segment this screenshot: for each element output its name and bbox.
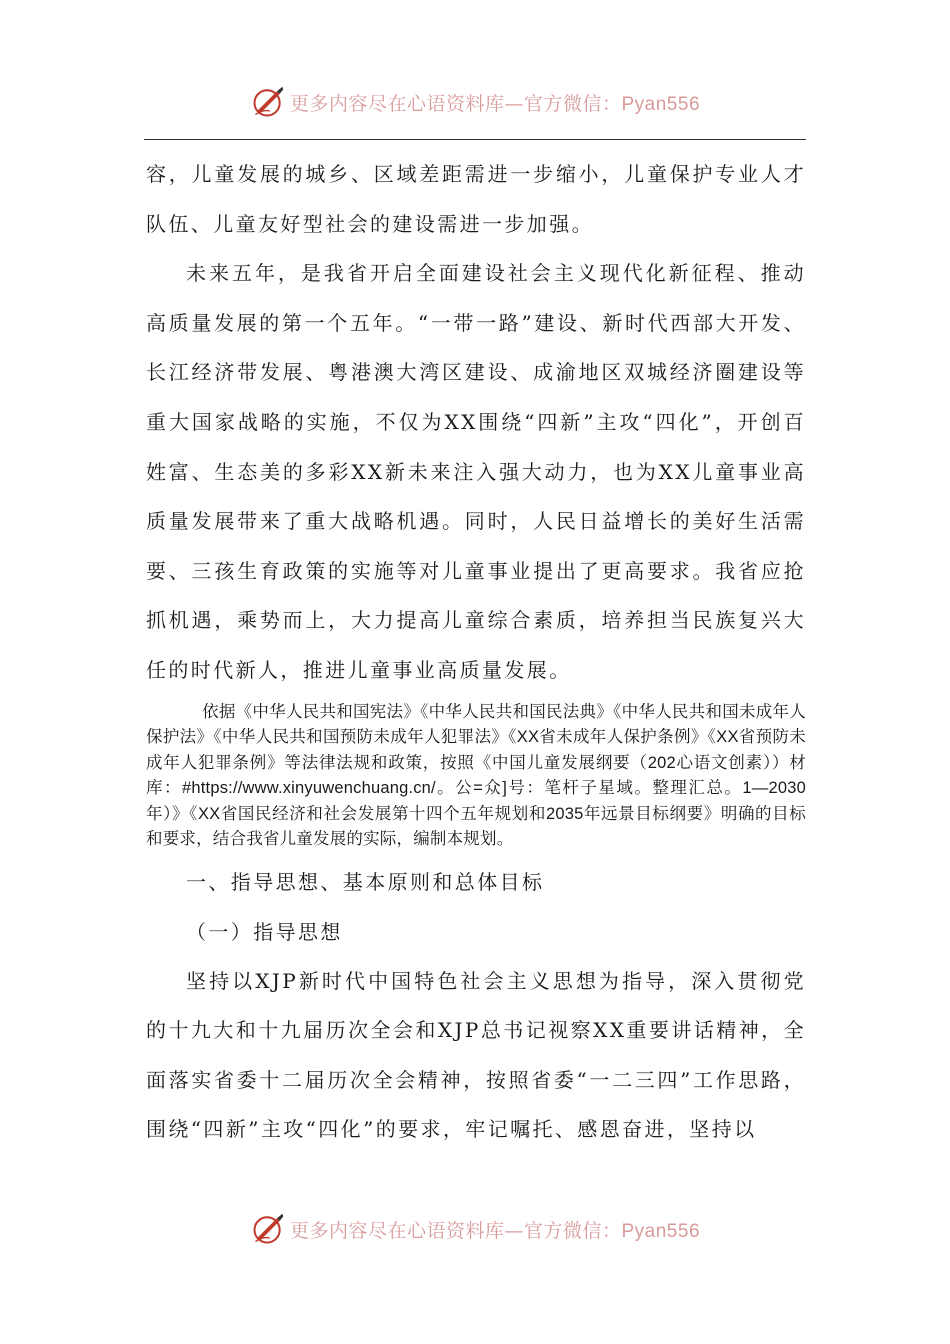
paragraph-1: 容，儿童发展的城乡、区域差距需进一步缩小，儿童保护专业人才队伍、儿童友好型社会的建设需进一步加强。 (146, 162, 806, 236)
paragraph-4: 坚持以XJP新时代中国特色社会主义思想为指导，深入贯彻党的十九大和十九届历次全会和XJP总书记视察XX重要讲话精神，全面落实省委十二届历次全会精神，按照省委“一二三四”工作思路，围绕“四新”主攻“四化”的要求，牢记嘱托、感恩奋进，坚持以 (146, 968, 806, 1142)
banner-account: Pyan556 (621, 93, 701, 115)
banner-text (290, 1216, 700, 1243)
pen-logo-icon (250, 84, 286, 120)
paragraph-2: 未来五年，是我省开启全面建设社会主义现代化新征程、推动高质量发展的第一个五年。“一带一路”建设、新时代西部大开发、长江经济带发展、粤港澳大湾区建设、成渝地区双城经济圈建设等重大国家战略的实施，不仅为XX围绕“四新”主攻“四化”，开创百姓富、生态美的多彩XX新未来注入强大动力，也为XX儿童事业高质量发展带来了重大战略机遇。同时，人民日益增长的美好生活需要、三孩生育政策的实施等对儿童事业提出了更高要求。我省应抢抓机遇，乘势而上，大力提高儿童综合素质，培养担当民族复兴大任的时代新人，推进儿童事业高质量发展。 (146, 261, 806, 682)
banner-dash: — (504, 92, 524, 115)
footer-banner (0, 1209, 950, 1249)
paragraph-3: 依据《中华人民共和国宪法》《中华人民共和国民法典》《中华人民共和国未成年人保护法》《中华人民共和国预防未成年人犯罪法》《XX省未成年人保护条例》《XX省预防未成年人犯罪条例》等法律法规和政策，按照《中国儿童发展纲要（202心语文创素））材库：#https://www.xinyuwenchuang.cn/。公=众]号：笔杆子星域。整理汇总。1—2030年）》《XX省国民经济和社会发展第十四个五年规划和2035年远景目标纲要》明确的目标和要求，结合我省儿童发展的实际，编制本规划。 (146, 702, 806, 849)
header-rule (144, 139, 806, 140)
banner-official-text: 官方微信： (523, 92, 622, 115)
section-heading-2: （一）指导思想 (186, 919, 343, 944)
section-heading-1: 一、指导思想、基本原则和总体目标 (186, 869, 545, 894)
banner-account: Pyan556 (621, 1220, 701, 1242)
banner-main-text: 更多内容尽在心语资料库 (289, 1219, 505, 1242)
pen-logo-icon (250, 1211, 286, 1247)
header-banner (0, 82, 950, 122)
banner-dash: — (504, 1219, 524, 1242)
document-body (146, 150, 806, 1155)
banner-official-text: 官方微信： (523, 1219, 622, 1242)
banner-main-text: 更多内容尽在心语资料库 (289, 92, 505, 115)
banner-text (290, 89, 700, 116)
